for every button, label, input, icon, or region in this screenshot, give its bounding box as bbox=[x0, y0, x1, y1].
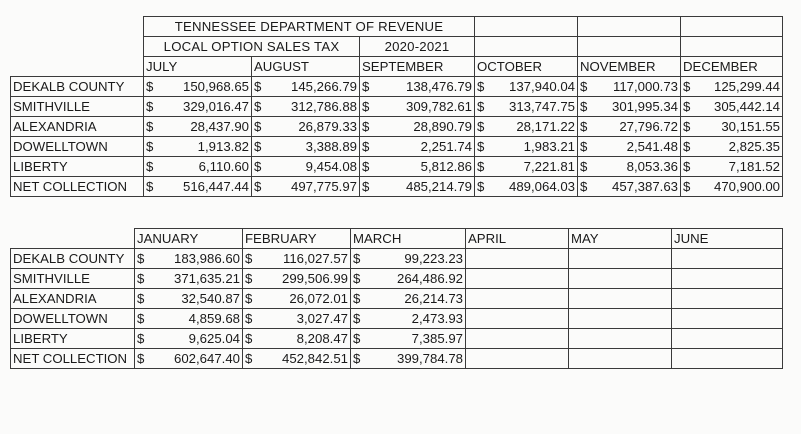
amount-cell bbox=[360, 97, 475, 117]
table-row bbox=[11, 177, 783, 197]
amount-value: 3,027.47 bbox=[296, 310, 348, 326]
report-title: TENNESSEE DEPARTMENT OF REVENUE bbox=[144, 17, 475, 37]
month-header-row bbox=[11, 229, 783, 249]
currency-symbol: $ bbox=[353, 350, 361, 366]
amount-value: 313,747.75 bbox=[508, 98, 575, 114]
currency-symbol: $ bbox=[245, 270, 253, 286]
amount-cell bbox=[578, 117, 681, 137]
amount-cell bbox=[243, 289, 351, 309]
amount-cell bbox=[135, 289, 243, 309]
currency-symbol: $ bbox=[137, 350, 145, 366]
month-header: AUGUST bbox=[252, 57, 360, 77]
amount-cell bbox=[672, 249, 783, 269]
amount-cell bbox=[135, 309, 243, 329]
amount-value: 470,900.00 bbox=[713, 178, 780, 194]
row-label: DEKALB COUNTY bbox=[11, 77, 144, 97]
currency-symbol: $ bbox=[146, 98, 154, 114]
month-header: JULY bbox=[144, 57, 252, 77]
amount-cell bbox=[243, 249, 351, 269]
currency-symbol: $ bbox=[683, 118, 691, 134]
amount-value: 301,995.34 bbox=[611, 98, 678, 114]
amount-cell bbox=[243, 329, 351, 349]
month-header: MAY bbox=[569, 229, 672, 249]
amount-cell bbox=[475, 117, 578, 137]
amount-cell bbox=[569, 249, 672, 269]
amount-cell bbox=[475, 157, 578, 177]
amount-value: 116,027.57 bbox=[282, 250, 348, 266]
amount-value: 9,454.08 bbox=[305, 158, 357, 174]
amount-cell bbox=[672, 329, 783, 349]
amount-value: 7,221.81 bbox=[523, 158, 575, 174]
currency-symbol: $ bbox=[477, 98, 485, 114]
corner-cell bbox=[11, 17, 144, 37]
amount-cell bbox=[578, 177, 681, 197]
amount-cell bbox=[466, 329, 569, 349]
amount-cell bbox=[360, 177, 475, 197]
month-header: NOVEMBER bbox=[578, 57, 681, 77]
amount-cell bbox=[578, 137, 681, 157]
sales-tax-table-jan-jun bbox=[10, 228, 783, 369]
currency-symbol: $ bbox=[353, 270, 361, 286]
currency-symbol: $ bbox=[362, 118, 370, 134]
amount-cell bbox=[252, 117, 360, 137]
amount-cell bbox=[681, 137, 783, 157]
currency-symbol: $ bbox=[353, 290, 361, 306]
amount-cell bbox=[243, 269, 351, 289]
amount-value: 516,447.44 bbox=[182, 178, 249, 194]
amount-value: 497,775.97 bbox=[290, 178, 357, 194]
amount-value: 26,072.01 bbox=[289, 290, 348, 306]
amount-cell bbox=[144, 137, 252, 157]
currency-symbol: $ bbox=[146, 138, 154, 154]
currency-symbol: $ bbox=[137, 270, 145, 286]
row-label: NET COLLECTION bbox=[11, 349, 135, 369]
amount-cell bbox=[252, 177, 360, 197]
currency-symbol: $ bbox=[362, 98, 370, 114]
amount-cell bbox=[351, 249, 466, 269]
currency-symbol: $ bbox=[245, 250, 253, 266]
table-row bbox=[11, 77, 783, 97]
currency-symbol: $ bbox=[477, 138, 485, 154]
amount-value: 2,825.35 bbox=[728, 138, 780, 154]
currency-symbol: $ bbox=[146, 78, 154, 94]
currency-symbol: $ bbox=[245, 290, 253, 306]
amount-cell bbox=[360, 77, 475, 97]
amount-cell bbox=[252, 157, 360, 177]
currency-symbol: $ bbox=[580, 78, 588, 94]
amount-cell bbox=[351, 309, 466, 329]
amount-cell bbox=[360, 117, 475, 137]
table-row bbox=[11, 249, 783, 269]
amount-value: 138,476.79 bbox=[405, 78, 472, 94]
currency-symbol: $ bbox=[137, 310, 145, 326]
currency-symbol: $ bbox=[683, 178, 691, 194]
currency-symbol: $ bbox=[580, 98, 588, 114]
currency-symbol: $ bbox=[477, 158, 485, 174]
amount-value: 8,053.36 bbox=[626, 158, 678, 174]
amount-value: 457,387.63 bbox=[611, 178, 678, 194]
amount-cell bbox=[672, 269, 783, 289]
table-row bbox=[11, 329, 783, 349]
currency-symbol: $ bbox=[353, 250, 361, 266]
currency-symbol: $ bbox=[580, 138, 588, 154]
amount-value: 8,208.47 bbox=[296, 330, 348, 346]
currency-symbol: $ bbox=[254, 178, 262, 194]
row-label: DEKALB COUNTY bbox=[11, 249, 135, 269]
amount-cell bbox=[135, 269, 243, 289]
amount-value: 3,388.89 bbox=[305, 138, 357, 154]
month-header-row bbox=[11, 57, 783, 77]
amount-value: 145,266.79 bbox=[290, 78, 357, 94]
currency-symbol: $ bbox=[254, 118, 262, 134]
amount-cell bbox=[569, 309, 672, 329]
row-label: SMITHVILLE bbox=[11, 269, 135, 289]
amount-cell bbox=[144, 77, 252, 97]
month-header: OCTOBER bbox=[475, 57, 578, 77]
amount-cell bbox=[144, 117, 252, 137]
amount-cell bbox=[135, 249, 243, 269]
amount-cell bbox=[360, 157, 475, 177]
table-row bbox=[11, 157, 783, 177]
row-label: SMITHVILLE bbox=[11, 97, 144, 117]
amount-value: 2,541.48 bbox=[626, 138, 678, 154]
amount-cell bbox=[466, 249, 569, 269]
currency-symbol: $ bbox=[580, 178, 588, 194]
amount-cell bbox=[351, 269, 466, 289]
amount-cell bbox=[681, 157, 783, 177]
amount-cell bbox=[135, 349, 243, 369]
amount-cell bbox=[144, 97, 252, 117]
amount-value: 6,110.60 bbox=[198, 158, 249, 174]
amount-value: 264,486.92 bbox=[396, 270, 463, 286]
amount-value: 329,016.47 bbox=[182, 98, 249, 114]
amount-value: 26,214.73 bbox=[404, 290, 463, 306]
amount-cell bbox=[578, 97, 681, 117]
currency-symbol: $ bbox=[137, 250, 145, 266]
amount-value: 5,812.86 bbox=[420, 158, 472, 174]
amount-value: 183,986.60 bbox=[173, 250, 240, 266]
amount-value: 28,437.90 bbox=[190, 118, 249, 134]
amount-value: 28,171.22 bbox=[516, 118, 575, 134]
amount-value: 7,181.52 bbox=[728, 158, 780, 174]
amount-cell bbox=[360, 137, 475, 157]
report-subtitle: LOCAL OPTION SALES TAX bbox=[144, 37, 360, 57]
amount-value: 150,968.65 bbox=[182, 78, 249, 94]
currency-symbol: $ bbox=[353, 310, 361, 326]
amount-cell bbox=[466, 269, 569, 289]
currency-symbol: $ bbox=[683, 138, 691, 154]
amount-value: 602,647.40 bbox=[173, 350, 240, 366]
currency-symbol: $ bbox=[362, 138, 370, 154]
amount-cell bbox=[569, 329, 672, 349]
currency-symbol: $ bbox=[146, 178, 154, 194]
fiscal-year: 2020-2021 bbox=[360, 37, 475, 57]
amount-value: 28,890.79 bbox=[413, 118, 472, 134]
row-label: DOWELLTOWN bbox=[11, 309, 135, 329]
amount-value: 7,385.97 bbox=[411, 330, 463, 346]
sales-tax-table-jul-dec bbox=[10, 16, 783, 197]
month-header: SEPTEMBER bbox=[360, 57, 475, 77]
table-row bbox=[11, 117, 783, 137]
amount-cell bbox=[144, 157, 252, 177]
amount-value: 309,782.61 bbox=[405, 98, 472, 114]
amount-cell bbox=[351, 329, 466, 349]
amount-value: 299,506.99 bbox=[281, 270, 348, 286]
amount-cell bbox=[672, 349, 783, 369]
month-header: JUNE bbox=[672, 229, 783, 249]
row-label: ALEXANDRIA bbox=[11, 289, 135, 309]
amount-value: 30,151.55 bbox=[721, 118, 780, 134]
currency-symbol: $ bbox=[580, 158, 588, 174]
row-label: LIBERTY bbox=[11, 157, 144, 177]
amount-cell bbox=[681, 77, 783, 97]
month-header: DECEMBER bbox=[681, 57, 783, 77]
amount-cell bbox=[466, 289, 569, 309]
currency-symbol: $ bbox=[683, 158, 691, 174]
amount-cell bbox=[681, 177, 783, 197]
amount-value: 137,940.04 bbox=[508, 78, 575, 94]
currency-symbol: $ bbox=[137, 290, 145, 306]
amount-value: 4,859.68 bbox=[188, 310, 240, 326]
row-label: LIBERTY bbox=[11, 329, 135, 349]
amount-cell bbox=[475, 137, 578, 157]
currency-symbol: $ bbox=[245, 330, 253, 346]
currency-symbol: $ bbox=[683, 78, 691, 94]
currency-symbol: $ bbox=[362, 178, 370, 194]
amount-value: 2,473.93 bbox=[411, 310, 463, 326]
amount-cell bbox=[351, 289, 466, 309]
currency-symbol: $ bbox=[146, 118, 154, 134]
currency-symbol: $ bbox=[362, 158, 370, 174]
month-header: APRIL bbox=[466, 229, 569, 249]
amount-cell bbox=[569, 269, 672, 289]
table-row bbox=[11, 137, 783, 157]
amount-value: 312,786.88 bbox=[290, 98, 357, 114]
amount-value: 27,796.72 bbox=[619, 118, 678, 134]
currency-symbol: $ bbox=[580, 118, 588, 134]
currency-symbol: $ bbox=[254, 78, 262, 94]
amount-cell bbox=[135, 329, 243, 349]
amount-value: 26,879.33 bbox=[298, 118, 357, 134]
currency-symbol: $ bbox=[254, 138, 262, 154]
amount-value: 489,064.03 bbox=[508, 178, 575, 194]
amount-cell bbox=[252, 97, 360, 117]
currency-symbol: $ bbox=[245, 310, 253, 326]
row-label: ALEXANDRIA bbox=[11, 117, 144, 137]
amount-cell bbox=[578, 77, 681, 97]
amount-value: 99,223.23 bbox=[404, 250, 463, 266]
table-row bbox=[11, 289, 783, 309]
table-row bbox=[11, 97, 783, 117]
amount-value: 399,784.78 bbox=[396, 350, 463, 366]
amount-cell bbox=[681, 117, 783, 137]
amount-cell bbox=[672, 309, 783, 329]
amount-value: 2,251.74 bbox=[420, 138, 472, 154]
amount-cell bbox=[144, 177, 252, 197]
amount-cell bbox=[569, 289, 672, 309]
amount-cell bbox=[252, 137, 360, 157]
currency-symbol: $ bbox=[362, 78, 370, 94]
amount-value: 485,214.79 bbox=[405, 178, 472, 194]
currency-symbol: $ bbox=[245, 350, 253, 366]
amount-value: 32,540.87 bbox=[181, 290, 240, 306]
amount-cell bbox=[466, 349, 569, 369]
amount-value: 371,635.21 bbox=[173, 270, 240, 286]
table-row bbox=[11, 309, 783, 329]
table-row bbox=[11, 269, 783, 289]
currency-symbol: $ bbox=[477, 178, 485, 194]
amount-cell bbox=[466, 309, 569, 329]
amount-cell bbox=[252, 77, 360, 97]
amount-cell bbox=[475, 177, 578, 197]
currency-symbol: $ bbox=[683, 98, 691, 114]
month-header: JANUARY bbox=[135, 229, 243, 249]
amount-cell bbox=[475, 97, 578, 117]
amount-value: 117,000.73 bbox=[612, 78, 678, 94]
amount-value: 452,842.51 bbox=[281, 350, 348, 366]
amount-cell bbox=[243, 309, 351, 329]
amount-cell bbox=[475, 77, 578, 97]
table-row bbox=[11, 349, 783, 369]
amount-cell bbox=[578, 157, 681, 177]
row-label: DOWELLTOWN bbox=[11, 137, 144, 157]
month-header: FEBRUARY bbox=[243, 229, 351, 249]
currency-symbol: $ bbox=[353, 330, 361, 346]
row-label: NET COLLECTION bbox=[11, 177, 144, 197]
amount-value: 305,442.14 bbox=[713, 98, 780, 114]
amount-cell bbox=[243, 349, 351, 369]
currency-symbol: $ bbox=[254, 158, 262, 174]
currency-symbol: $ bbox=[477, 118, 485, 134]
currency-symbol: $ bbox=[137, 330, 145, 346]
amount-cell bbox=[569, 349, 672, 369]
currency-symbol: $ bbox=[146, 158, 154, 174]
amount-cell bbox=[351, 349, 466, 369]
currency-symbol: $ bbox=[254, 98, 262, 114]
amount-value: 1,913.82 bbox=[197, 138, 249, 154]
amount-value: 9,625.04 bbox=[188, 330, 240, 346]
amount-cell bbox=[681, 97, 783, 117]
amount-value: 125,299.44 bbox=[713, 78, 780, 94]
amount-value: 1,983.21 bbox=[523, 138, 575, 154]
currency-symbol: $ bbox=[477, 78, 485, 94]
month-header: MARCH bbox=[351, 229, 466, 249]
amount-cell bbox=[672, 289, 783, 309]
